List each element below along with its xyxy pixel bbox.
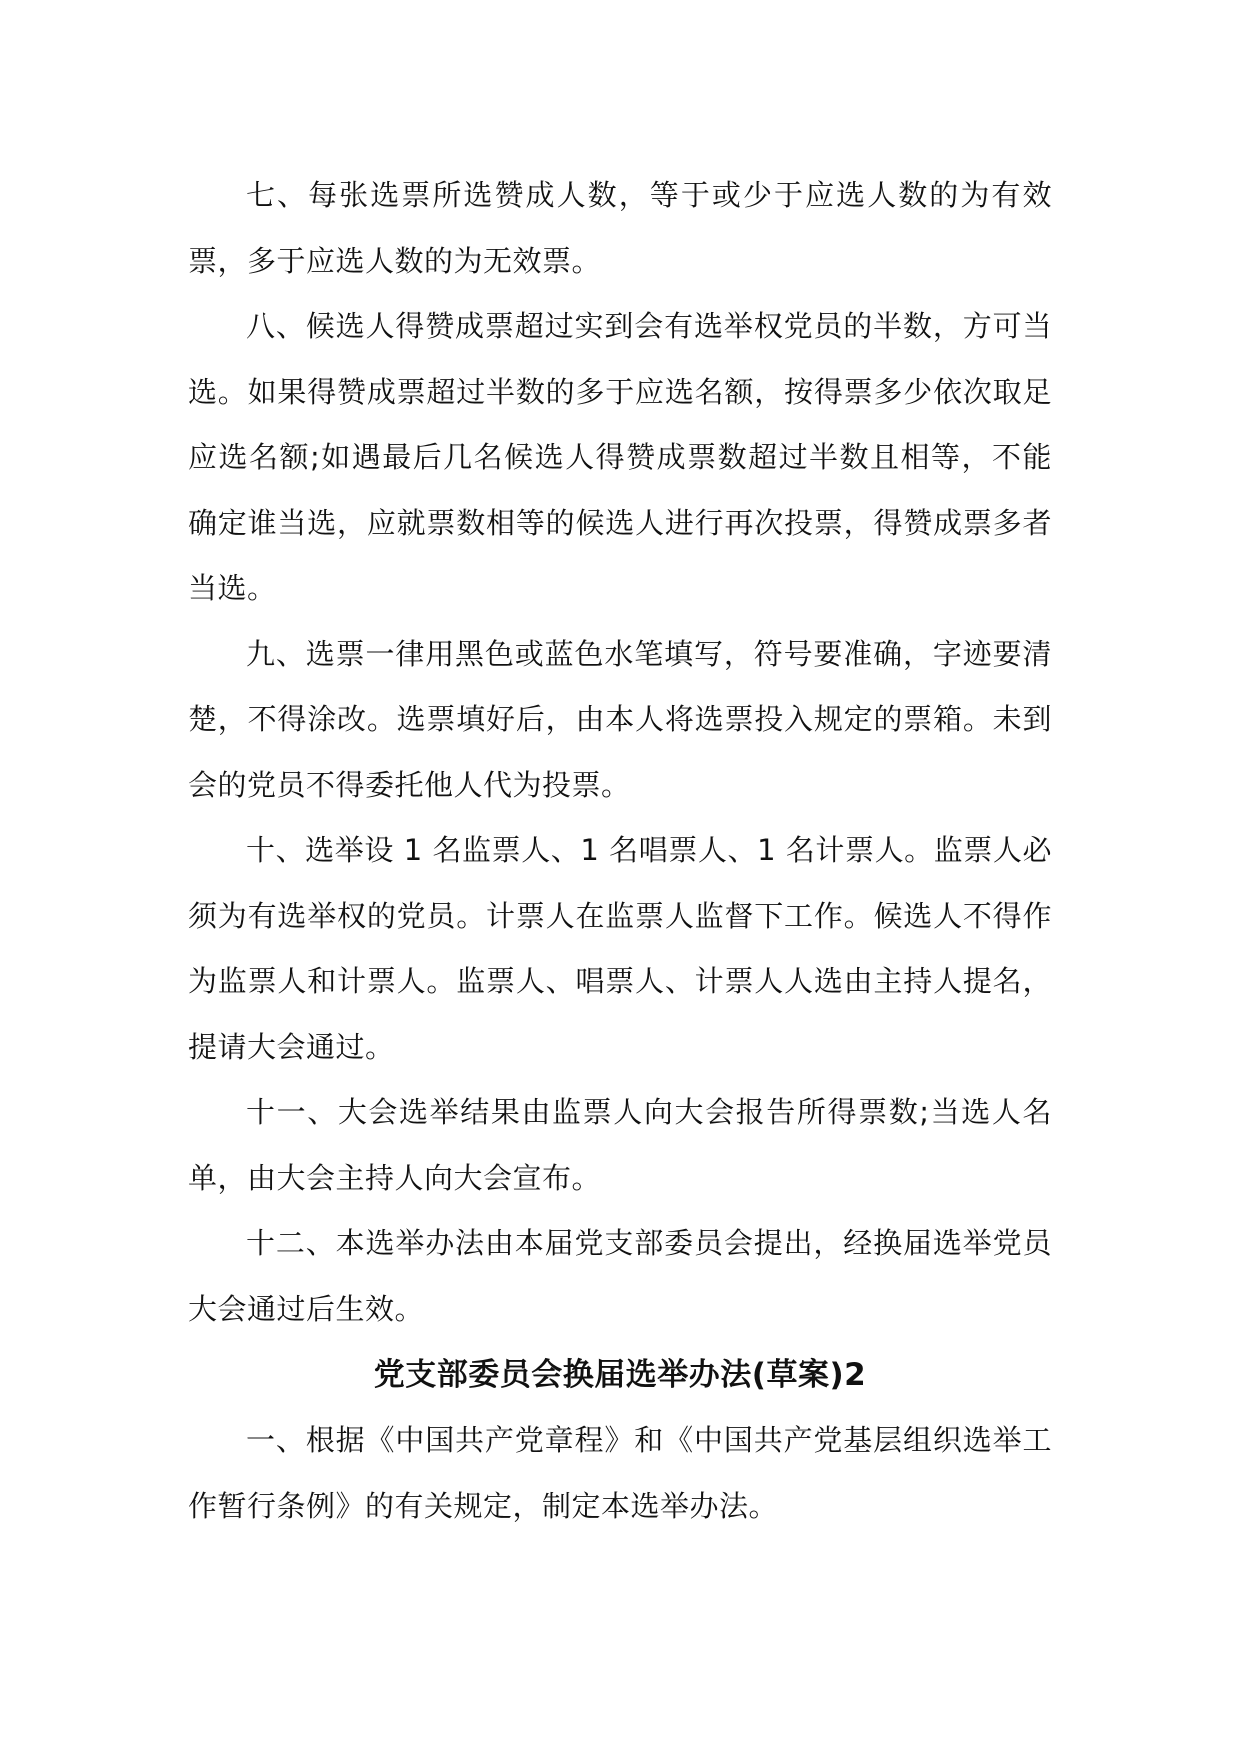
- section-title: 党支部委员会换届选举办法(草案)2: [373, 1357, 867, 1393]
- paragraph-eight: 八、候选人得赞成票超过实到会有选举权党员的半数，方可当选。如果得赞成票超过半数的多于应选名额，按得票多少依次取足应选名额;如遇最后几名候选人得赞成票数超过半数且相等，不能确定谁当选，应就票数相等的候选人进行再次投票，得赞成票多者当选。: [188, 309, 1052, 605]
- paragraph-ten: 十、选举设 1 名监票人、1 名唱票人、1 名计票人。监票人必须为有选举权的党员。计票人在监票人监督下工作。候选人不得作为监票人和计票人。监票人、唱票人、计票人人选由主持人提名，提请大会通过。: [188, 833, 1052, 1064]
- paragraph-one: 一、根据《中国共产党章程》和《中国共产党基层组织选举工作暂行条例》的有关规定，制定本选举办法。: [188, 1423, 1052, 1523]
- document-body: [188, 163, 1052, 1539]
- paragraph-eleven: 十一、大会选举结果由监票人向大会报告所得票数;当选人名单，由大会主持人向大会宣布。: [188, 1095, 1052, 1195]
- paragraph-twelve: 十二、本选举办法由本届党支部委员会提出，经换届选举党员大会通过后生效。: [188, 1226, 1052, 1326]
- paragraph-nine: 九、选票一律用黑色或蓝色水笔填写，符号要准确，字迹要清楚，不得涂改。选票填好后，由本人将选票投入规定的票箱。未到会的党员不得委托他人代为投票。: [188, 636, 1052, 802]
- paragraph-seven: 七、每张选票所选赞成人数，等于或少于应选人数的为有效票，多于应选人数的为无效票。: [188, 178, 1052, 278]
